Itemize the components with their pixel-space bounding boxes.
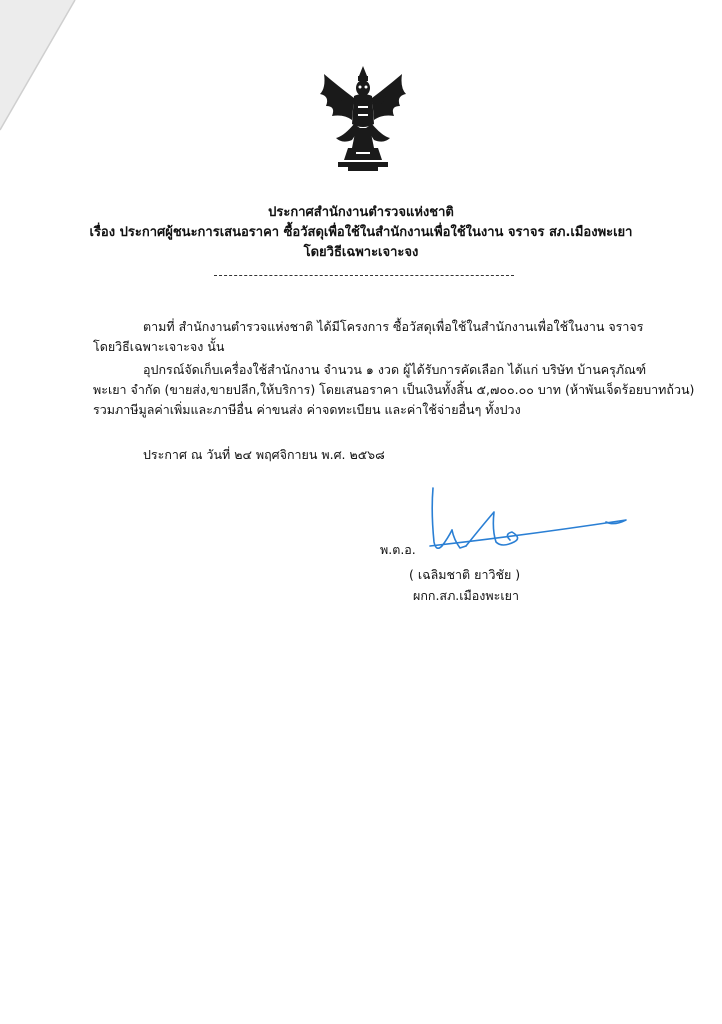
page-corner-fold [0,0,90,140]
paragraph-1-line-2: โดยวิธีเฉพาะเจาะจง นั้น [93,339,225,354]
document-header [0,203,722,263]
header-subject: เรื่อง ประกาศผู้ชนะการเสนอราคา ซื้อวัสดุเพื่อใช้ในสำนักงานเพื่อใช้ในงาน จราจร สภ.เมืองพะเยา [89,225,633,240]
header-method: โดยวิธีเฉพาะเจาะจง [303,245,419,260]
header-agency-title: ประกาศสำนักงานตำรวจแห่งชาติ [268,205,454,220]
paragraph-2-line-2: พะเยา จำกัด (ขายส่ง,ขายปลีก,ให้บริการ) โดยเสนอราคา เป็นเงินทั้งสิ้น ๕,๗๐๐.๐๐ บาท (ห้าพันเจ็ดร้อยบาทถ้วน) [93,382,695,397]
paragraph-1-line-1: ตามที่ สำนักงานตำรวจแห่งชาติ ได้มีโครงการ ซื้อวัสดุเพื่อใช้ในสำนักงานเพื่อใช้ในงาน จราจร [143,319,644,334]
signature-image [400,482,640,562]
signatory-position: ผกก.สภ.เมืองพะเยา [413,588,519,603]
header-divider [214,275,514,276]
paragraph-2-line-1: อุปกรณ์จัดเก็บเครื่องใช้สำนักงาน จำนวน ๑ งวด ผู้ได้รับการคัดเลือก ได้แก่ บริษัท บ้านครุภัณฑ์ [143,362,647,377]
garuda-emblem-icon [318,66,408,172]
announcement-date: ประกาศ ณ วันที่ ๒๔ พฤศจิกายน พ.ศ. ๒๕๖๘ [143,447,385,462]
paragraph-2-line-3: รวมภาษีมูลค่าเพิ่มและภาษีอื่น ค่าขนส่ง ค่าจดทะเบียน และค่าใช้จ่ายอื่นๆ ทั้งปวง [93,402,521,417]
signatory-rank: พ.ต.อ. [380,542,416,557]
signatory-name: ( เฉลิมชาติ ยาวิชัย ) [409,567,521,582]
